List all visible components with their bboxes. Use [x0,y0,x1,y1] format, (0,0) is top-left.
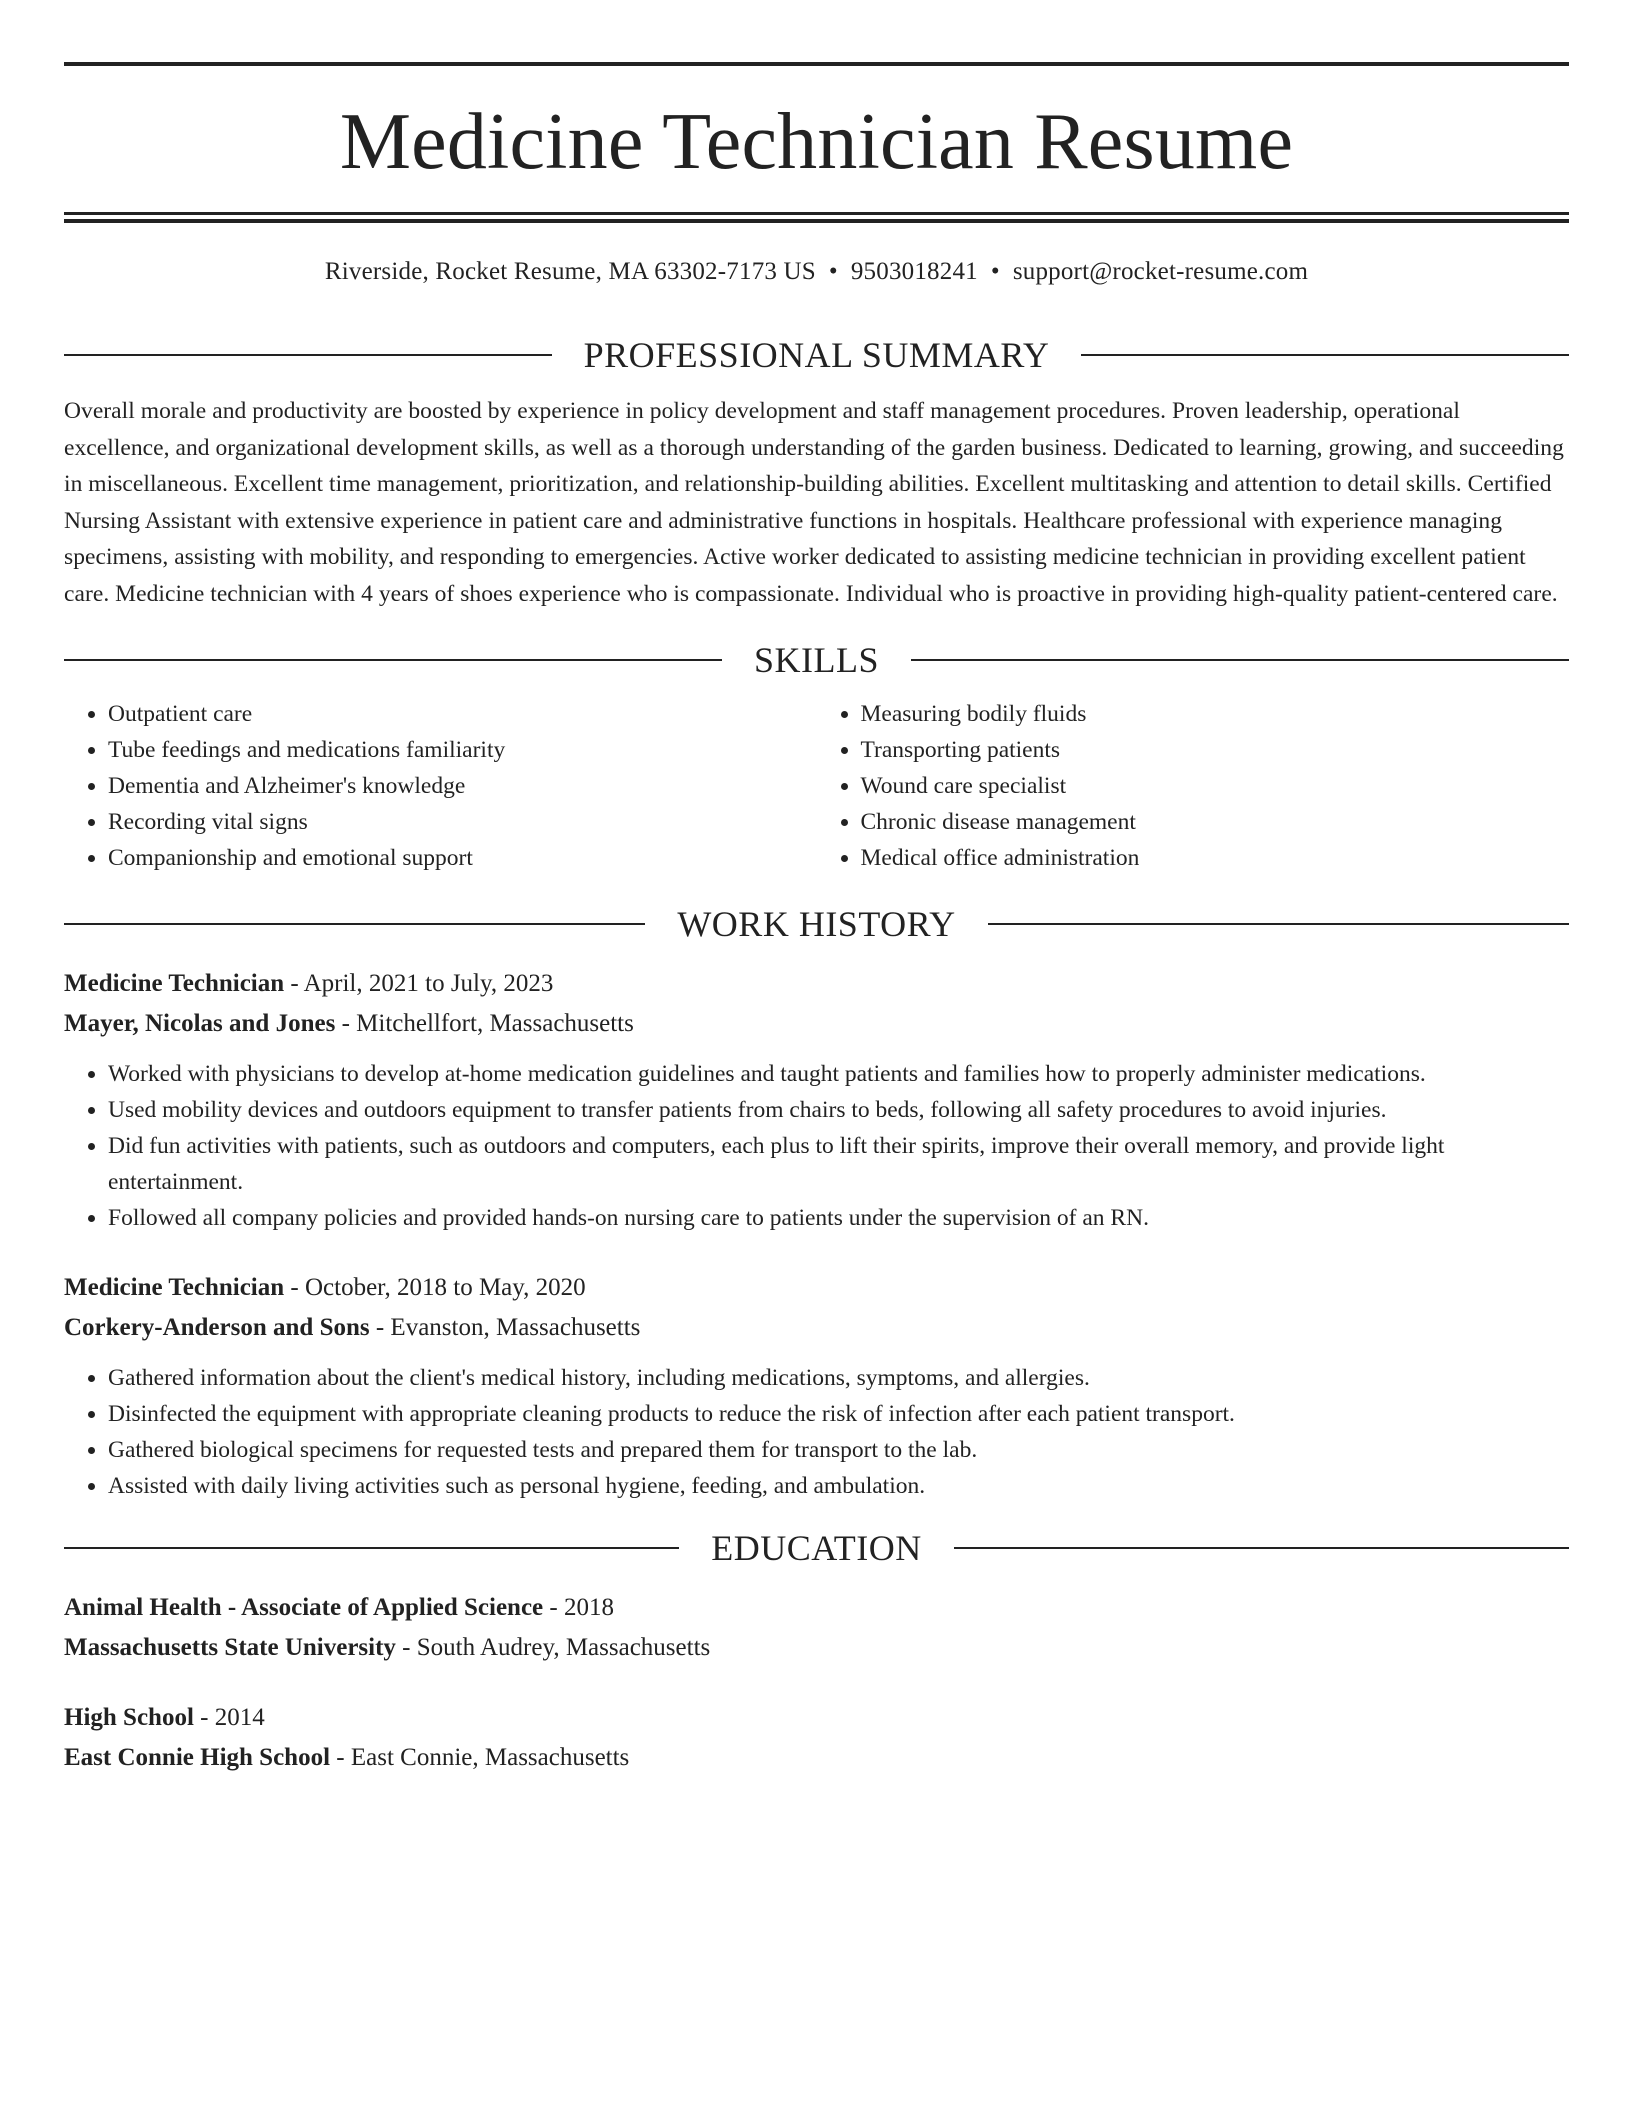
education-location: - East Connie, Massachusetts [330,1744,630,1771]
education-entry [64,1698,1569,1778]
skill-item: • Outpatient care [108,696,817,732]
section-title-education: EDUCATION [711,1528,922,1568]
education-degree: Animal Health - Associate of Applied Science [64,1594,544,1621]
education-degree: High School [64,1704,194,1731]
education-school: Massachusetts State University [64,1634,396,1661]
skill-item: • Dementia and Alzheimer's knowledge [108,768,817,804]
section-header-education [64,1526,1569,1570]
job-location: - Mitchellfort, Massachusetts [335,1010,634,1037]
top-rule [64,62,1569,66]
skill-item: • Transporting patients [861,732,1570,768]
job-dates: - October, 2018 to May, 2020 [284,1274,586,1301]
section-rule-left [64,923,645,925]
job-bullet: • Gathered biological specimens for requested tests and prepared them for transport to the lab. [108,1432,1569,1468]
skills-list [64,696,1569,876]
section-title-summary: PROFESSIONAL SUMMARY [583,335,1050,375]
job-title-line [64,964,1569,1004]
contact-line [64,255,1569,289]
section-header-skills [64,638,1569,682]
contact-separator: • [828,258,838,285]
section-title-work: WORK HISTORY [677,904,956,944]
job-bullet: • Disinfected the equipment with appropriate cleaning products to reduce the risk of infection after each patient transport. [108,1396,1569,1432]
job-entry [64,1268,1569,1504]
section-header-summary [64,333,1569,377]
job-bullets [64,1056,1569,1236]
job-title: Medicine Technician [64,1274,285,1301]
section-rule-right [911,659,1569,661]
job-bullet: • Followed all company policies and provided hands-on nursing care to patients under the supervision of an RN. [108,1200,1569,1236]
education-degree-line [64,1698,1569,1738]
job-company-line [64,1004,1569,1044]
skill-item: • Tube feedings and medications familiarity [108,732,817,768]
job-bullet: • Assisted with daily living activities such as personal hygiene, feeding, and ambulation. [108,1468,1569,1504]
education-school-line [64,1628,1569,1668]
education-year: - 2018 [543,1594,614,1621]
resume-page [64,0,1569,1778]
education-school: East Connie High School [64,1744,331,1771]
contact-email: support@rocket-resume.com [1012,258,1309,285]
section-rule-right [988,923,1569,925]
title-double-rule [64,212,1569,223]
education-entry [64,1588,1569,1668]
job-company-line [64,1308,1569,1348]
job-location: - Evanston, Massachusetts [369,1314,641,1341]
section-rule-left [64,659,722,661]
section-rule-left [64,1547,679,1549]
job-title: Medicine Technician [64,970,285,997]
skill-item: • Chronic disease management [861,804,1570,840]
contact-phone: 9503018241 [850,258,978,285]
section-title-skills: SKILLS [754,640,880,680]
education-school-line [64,1738,1569,1778]
skill-item: • Measuring bodily fluids [861,696,1570,732]
skill-item: • Recording vital signs [108,804,817,840]
job-bullet: • Used mobility devices and outdoors equipment to transfer patients from chairs to beds, following all safety procedures to avoid injuries. [108,1092,1569,1128]
section-rule-left [64,354,552,356]
job-dates: - April, 2021 to July, 2023 [284,970,554,997]
contact-address: Riverside, Rocket Resume, MA 63302-7173 US [324,258,816,285]
resume-title: Medicine Technician Resume [339,98,1294,186]
section-rule-right [954,1547,1569,1549]
skill-item: • Companionship and emotional support [108,840,817,876]
education-location: - South Audrey, Massachusetts [395,1634,711,1661]
contact-separator: • [990,258,1000,285]
education-year: - 2014 [193,1704,265,1731]
skill-item: • Medical office administration [861,840,1570,876]
job-title-line [64,1268,1569,1308]
job-bullet: • Gathered information about the client's medical history, including medications, symptoms, and allergies. [108,1360,1569,1396]
job-company: Corkery-Anderson and Sons [64,1314,370,1341]
section-header-work [64,902,1569,946]
skills-column-left [64,696,817,876]
skill-item: • Wound care specialist [861,768,1570,804]
section-rule-right [1081,354,1569,356]
job-bullets [64,1360,1569,1504]
summary-text: Overall morale and productivity are boosted by experience in policy development and staff management procedures. Proven leadership, operational excellence, and organizational development skills, as well as a thorough understanding of the garden business. Dedicated to learning, growing, and succeeding in miscellaneous. Excellent time management, prioritization, and relationship-building abilities. Excellent multitasking and attention to detail skills. Certified Nursing Assistant with extensive experience in patient care and administrative functions in hospitals. Healthcare professional with experience managing specimens, assisting with mobility, and responding to emergencies. Active worker dedicated to assisting medicine technician in providing excellent patient care. Medicine technician with 4 years of shoes experience who is compassionate. Individual who is proactive in providing high-quality patient-centered care. [64,398,1564,607]
skills-column-right [817,696,1570,876]
job-company: Mayer, Nicolas and Jones [64,1010,336,1037]
job-bullet: • Did fun activities with patients, such as outdoors and computers, each plus to lift their spirits, improve their overall memory, and provide light entertainment. [108,1128,1569,1200]
job-entry [64,964,1569,1236]
education-degree-line [64,1588,1569,1628]
job-bullet: • Worked with physicians to develop at-home medication guidelines and taught patients and families how to properly administer medications. [108,1056,1569,1092]
